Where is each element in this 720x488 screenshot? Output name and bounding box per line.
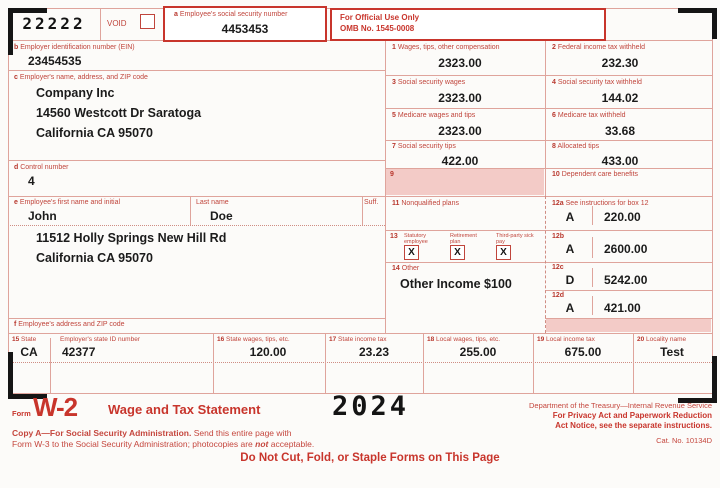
thirdparty-sickpay-checkbox: [496, 245, 511, 260]
ein-value: 23454535: [28, 54, 82, 68]
box12a-label: See instructions for box 12: [565, 200, 649, 207]
form-control-code: 22222: [22, 14, 86, 33]
box14-label: Other: [401, 265, 420, 272]
box-f-label: Employee's address and ZIP code: [18, 321, 125, 328]
box8-label: Allocated tips: [557, 143, 600, 150]
official-use-line1: For Official Use Only: [340, 13, 420, 22]
box2-value: 232.30: [601, 56, 639, 70]
form-word: Form: [12, 409, 31, 418]
state-value: CA: [20, 345, 38, 359]
grid-line: [592, 206, 593, 225]
statutory-employee-checkbox: [404, 245, 419, 260]
box12c-code: D: [565, 273, 575, 287]
box4-label: Social security tax withheld: [557, 79, 642, 86]
void-label: VOID: [107, 19, 127, 28]
box2-num: 2: [552, 44, 556, 51]
ssn-value: 4453453: [221, 22, 269, 36]
box1-num: 1: [392, 44, 396, 51]
box12c-id: 12c: [552, 264, 564, 271]
box12c-value: 5242.00: [604, 273, 648, 287]
copy-a-bold: Copy A—For Social Security Administration.: [12, 428, 192, 438]
form-title: Wage and Tax Statement: [108, 402, 261, 417]
grid-line: [190, 196, 191, 225]
employee-address-line2: California CA 95070: [36, 251, 153, 265]
privacy-line2: Act Notice, see the separate instructions.: [555, 421, 712, 430]
copy-a-not: not: [255, 439, 269, 449]
privacy-line1: For Privacy Act and Paperwork Reduction: [552, 411, 712, 420]
treasury-line: Department of the Treasury—Internal Revenue Service: [528, 401, 712, 410]
grid-line: [385, 140, 712, 141]
box12b-id: 12b: [552, 233, 565, 240]
box8-num: 8: [552, 143, 556, 150]
box-b-label: Employer identification number (EIN): [20, 44, 135, 51]
box17-num: 17: [329, 336, 337, 343]
box18-num: 18: [427, 336, 435, 343]
box12d-code: A: [565, 301, 575, 315]
state-wages-value: 120.00: [249, 345, 287, 359]
grid-line: [8, 333, 712, 334]
void-checkbox: [140, 14, 155, 29]
box7-value: 422.00: [441, 154, 479, 168]
grid-dotted-line: [8, 225, 385, 226]
last-name-label: Last name: [196, 199, 229, 206]
box13-num: 13: [390, 233, 398, 240]
box-d-id: d: [14, 164, 19, 171]
statutory-employee-mark: X: [408, 247, 415, 258]
box10-label: Dependent care benefits: [561, 171, 639, 178]
box14-value: Other Income $100: [400, 277, 512, 291]
box12a-code: A: [565, 210, 575, 224]
grid-line: [325, 333, 326, 393]
grid-line: [8, 196, 712, 197]
employer-name: Company Inc: [36, 86, 115, 100]
grid-line: [423, 333, 424, 393]
box7-num: 7: [392, 143, 396, 150]
retirement-plan-mark: X: [454, 247, 461, 258]
box6-num: 6: [552, 112, 556, 119]
grid-line: [385, 262, 712, 263]
box3-label: Social security wages: [397, 79, 466, 86]
box19-num: 19: [537, 336, 545, 343]
box-a-ssn: [163, 6, 327, 42]
control-number-value: 4: [28, 174, 35, 188]
state-tax-value: 23.23: [358, 345, 390, 359]
box1-value: 2323.00: [438, 56, 482, 70]
box9-shaded-area: [386, 169, 544, 195]
employer-address-line2: California CA 95070: [36, 126, 153, 140]
box5-num: 5: [392, 112, 396, 119]
copy-a-line2: [12, 439, 314, 449]
box-b-id: b: [14, 44, 19, 51]
grid-line: [592, 237, 593, 258]
box3-value: 2323.00: [438, 91, 482, 105]
box11-label: Nonqualified plans: [401, 200, 459, 207]
copy-a-rest1: Send this entire page with: [193, 428, 292, 438]
form-left-border: [8, 8, 9, 393]
thirdparty-sickpay-mark: X: [500, 247, 507, 258]
grid-line: [545, 290, 712, 291]
grid-line: [100, 8, 101, 40]
box8-value: 433.00: [601, 154, 639, 168]
grid-line: [633, 333, 634, 393]
box-e-id: e: [14, 199, 18, 206]
grid-line: [385, 230, 712, 231]
box-f-id: f: [14, 321, 17, 328]
grid-dotted-line: [8, 362, 712, 363]
grid-perforation-line: [545, 196, 546, 333]
tax-year: 2024: [332, 391, 410, 422]
box6-value: 33.68: [604, 124, 636, 138]
box20-num: 20: [637, 336, 645, 343]
grid-line: [545, 40, 546, 196]
grid-line: [592, 296, 593, 315]
form-name: W-2: [33, 392, 78, 422]
state-id-value: 42377: [62, 345, 96, 359]
grid-line: [385, 108, 712, 109]
copy-a-rest2b: acceptable.: [268, 439, 315, 449]
box-a-label: Employee's social security number: [179, 11, 288, 18]
last-name-value: Doe: [210, 209, 233, 223]
grid-line: [8, 160, 385, 161]
first-name-value: John: [28, 209, 57, 223]
box-c-label: Employer's name, address, and ZIP code: [19, 74, 148, 81]
local-tax-value: 675.00: [564, 345, 602, 359]
box9-num: 9: [390, 171, 394, 178]
retirement-plan-label: Retirement plan: [450, 233, 477, 245]
first-name-label: Employee's first name and initial: [19, 199, 121, 206]
box16-label: State wages, tips, etc.: [226, 336, 290, 343]
employer-address-line1: 14560 Westcott Dr Saratoga: [36, 106, 202, 120]
box18-label: Local wages, tips, etc.: [436, 336, 500, 343]
thirdparty-sickpay-label: Third-party sick pay: [496, 233, 534, 245]
suffix-label: Suff.: [364, 199, 379, 206]
box4-value: 144.02: [601, 91, 639, 105]
grid-line: [385, 75, 712, 76]
box20-label: Locality name: [646, 336, 687, 343]
retirement-plan-checkbox: [450, 245, 465, 260]
box5-label: Medicare wages and tips: [397, 112, 476, 119]
copy-a-rest2a: Form W-3 to the Social Security Administration; photocopies are: [12, 439, 256, 449]
box15-id-label: Employer's state ID number: [60, 336, 140, 343]
box1-label: Wages, tips, other compensation: [397, 44, 500, 51]
box12a-value: 220.00: [604, 210, 641, 224]
statutory-employee-label: Statutory employee: [404, 233, 428, 245]
form-right-border: [712, 8, 713, 393]
box12d-id: 12d: [552, 292, 565, 299]
catalog-number: Cat. No. 10134D: [656, 436, 712, 445]
box5-value: 2323.00: [438, 124, 482, 138]
copy-a-line1: [12, 428, 292, 438]
box11-num: 11: [392, 200, 400, 207]
box6-label: Medicare tax withheld: [557, 112, 626, 119]
grid-line: [213, 333, 214, 393]
corner-bracket-top-right: [678, 8, 717, 39]
employee-address-line1: 11512 Holly Springs New Hill Rd: [36, 231, 227, 245]
box-c-id: c: [14, 74, 18, 81]
box10-num: 10: [552, 171, 560, 178]
box12b-value: 2600.00: [604, 242, 648, 256]
box19-label: Local income tax: [546, 336, 595, 343]
omb-number: OMB No. 1545-0008: [340, 24, 415, 33]
box12b-code: A: [565, 242, 575, 256]
box17-label: State income tax: [338, 336, 387, 343]
grid-line: [8, 70, 385, 71]
box14-num: 14: [392, 265, 400, 272]
local-wages-value: 255.00: [459, 345, 497, 359]
box4-num: 4: [552, 79, 556, 86]
corner-bracket-bottom-right: [678, 356, 717, 403]
box3-num: 3: [392, 79, 396, 86]
grid-line: [592, 268, 593, 287]
official-use-box: [330, 8, 606, 41]
box-d-label: Control number: [20, 164, 69, 171]
box12-shaded-strip: [546, 319, 711, 332]
box12d-value: 421.00: [604, 301, 641, 315]
grid-line: [362, 196, 363, 225]
locality-value: Test: [660, 345, 684, 359]
box15-state-label: State: [21, 336, 37, 343]
box12a-id: 12a: [552, 200, 564, 207]
box15-num: 15: [12, 336, 20, 343]
box2-label: Federal income tax withheld: [557, 44, 646, 51]
grid-line: [8, 318, 385, 319]
box16-num: 16: [217, 336, 225, 343]
do-not-cut-warning: Do Not Cut, Fold, or Staple Forms on This Page: [240, 452, 500, 464]
box7-label: Social security tips: [397, 143, 456, 150]
box-a-id: a: [174, 11, 178, 18]
grid-line: [50, 338, 51, 393]
grid-line: [533, 333, 534, 393]
